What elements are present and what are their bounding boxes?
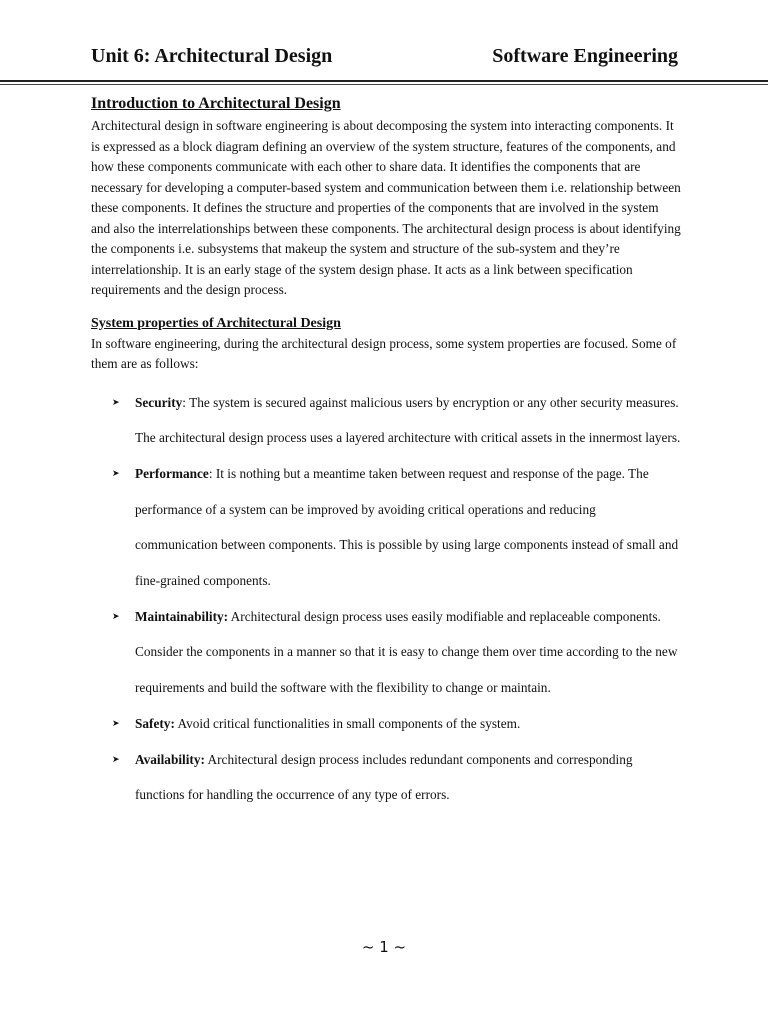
item-term: Performance — [135, 465, 209, 481]
page-header — [91, 45, 678, 75]
item-term: Safety: — [135, 715, 175, 731]
page-number: ~ 1 ~ — [361, 938, 407, 956]
list-item-security — [91, 385, 681, 456]
header-divider-thin — [0, 84, 768, 85]
list-item-performance — [91, 456, 681, 599]
item-separator: : — [208, 465, 213, 481]
properties-list — [91, 385, 681, 813]
item-text: The system is secured against malicious users by encryption or any other security measures. The architectural design process uses a layered architecture with critical assets in the innermost layers. — [135, 394, 681, 446]
header-divider — [0, 80, 768, 82]
list-item-maintainability — [91, 599, 681, 706]
unit-title: Unit 6: Architectural Design — [91, 45, 333, 67]
list-item-safety — [91, 706, 681, 742]
item-text: Architectural design process uses easily modifiable and replaceable components. Consider the components in a manner so that it is easy to change them over time according to the new requirements and build the software with the flexibility to change or maintain. — [135, 608, 678, 696]
item-text: Architectural design process includes redundant components and corresponding functions for handling the occurrence of any type of errors. — [135, 751, 633, 803]
list-item-availability — [91, 742, 681, 813]
course-title: Software Engineering — [492, 45, 678, 67]
properties-intro-paragraph: In software engineering, during the architectural design process, some system properties are focused. Some of them are as follows: — [91, 335, 677, 371]
arrowhead-bullet-icon: ➤ — [112, 610, 120, 621]
item-term: Maintainability: — [135, 608, 229, 624]
properties-heading: System properties of Architectural Design — [91, 315, 341, 331]
intro-paragraph: Architectural design in software engineering is about decomposing the system into interacting components. It is expressed as a block diagram defining an overview of the system structure, features of the components, and how these components communicate with each other to share data. It identifies the components that are necessary for developing a computer-based system and communication between them i.e. relationship between these components. It defines the structure and properties of the components that are involved in the system and also the interrelationships between these components. The architectural design process is about identifying the components i.e. subsystems that makeup the system and structure of the sub-system and they’re interrelationship. It is an early stage of the system design phase. It acts as a link between specification requirements and the design process. — [91, 118, 681, 297]
item-text: Avoid critical functionalities in small components of the system. — [174, 715, 521, 731]
arrowhead-bullet-icon: ➤ — [112, 467, 120, 478]
item-term: Availability: — [135, 751, 205, 767]
arrowhead-bullet-icon: ➤ — [112, 717, 120, 728]
intro-heading: Introduction to Architectural Design — [91, 95, 341, 112]
item-text: It is nothing but a meantime taken between request and response of the page. The performance of a system can be improved by avoiding critical operations and reducing communication between components. This is possible by using large components instead of small and fine-grained components. — [135, 465, 679, 589]
item-separator: : — [182, 394, 186, 410]
arrowhead-bullet-icon: ➤ — [112, 396, 120, 407]
page-content — [91, 92, 681, 813]
arrowhead-bullet-icon: ➤ — [112, 753, 120, 764]
item-term: Security — [135, 394, 183, 410]
